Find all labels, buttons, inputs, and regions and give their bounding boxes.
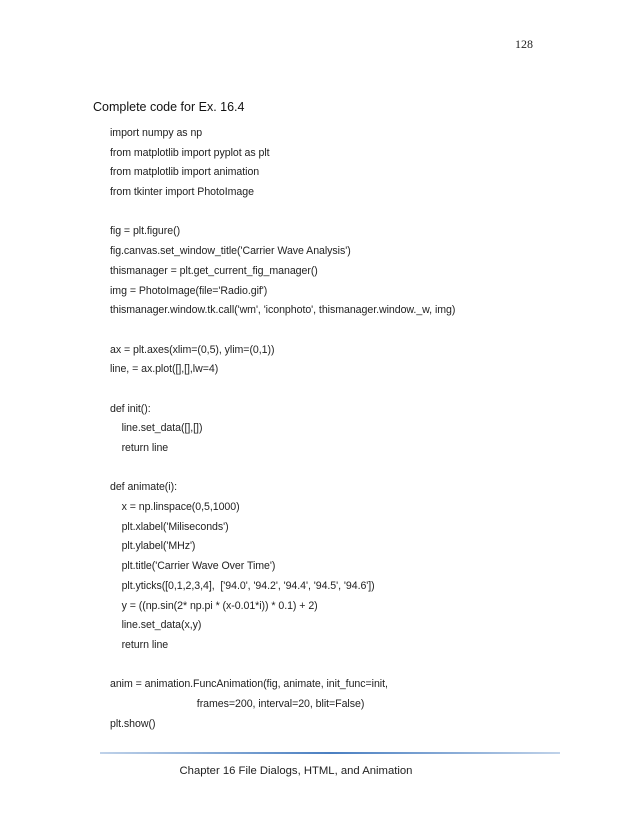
code-line (110, 321, 590, 341)
code-line: plt.ylabel('MHz') (110, 540, 196, 553)
page-number: 128 (515, 37, 533, 51)
code-line: y = ((np.sin(2* np.pi * (x-0.01*i)) * 0.1) + 2) (110, 599, 318, 612)
code-line: frames=200, interval=20, blit=False) (110, 697, 365, 710)
code-line: from matplotlib import animation (110, 166, 260, 179)
code-line: plt.yticks([0,1,2,3,4], ['94.0', '94.2', '94.4', '94.5', '94.6']) (110, 579, 375, 592)
code-line: def init(): (110, 402, 151, 415)
footer-rule (100, 752, 560, 754)
code-line: from tkinter import PhotoImage (110, 186, 254, 199)
code-line: def animate(i): (110, 481, 177, 494)
chapter-footer: Chapter 16 File Dialogs, HTML, and Animation (179, 765, 413, 777)
code-line: fig = plt.figure() (110, 225, 181, 238)
code-line: line.set_data([],[]) (110, 422, 203, 435)
code-line: line.set_data(x,y) (110, 619, 202, 632)
section-heading: Complete code for Ex. 16.4 (93, 100, 245, 114)
code-line: anim = animation.FuncAnimation(fig, animate, init_func=init, (110, 678, 388, 691)
code-line (110, 380, 590, 400)
code-line: line, = ax.plot([],[],lw=4) (110, 363, 219, 376)
code-line: plt.xlabel('Miliseconds') (110, 520, 229, 533)
code-line: ax = plt.axes(xlim=(0,5), ylim=(0,1)) (110, 343, 275, 356)
code-line: plt.show() (110, 717, 156, 730)
code-line (110, 203, 590, 223)
code-line (110, 459, 590, 479)
code-line: import numpy as np (110, 127, 203, 139)
code-line: thismanager = plt.get_current_fig_manager() (110, 264, 318, 277)
code-line: x = np.linspace(0,5,1000) (110, 501, 240, 514)
code-line: img = PhotoImage(file='Radio.gif') (110, 284, 268, 297)
code-line: return line (110, 638, 169, 651)
code-line: fig.canvas.set_window_title('Carrier Wave Analysis') (110, 245, 351, 258)
code-listing (110, 124, 590, 734)
code-line: plt.title('Carrier Wave Over Time') (110, 560, 276, 573)
code-line (110, 656, 590, 676)
code-line: thismanager.window.tk.call('wm', 'iconphoto', thismanager.window._w, img) (110, 304, 456, 317)
code-line: return line (110, 442, 169, 454)
code-line: from matplotlib import pyplot as plt (110, 146, 270, 159)
